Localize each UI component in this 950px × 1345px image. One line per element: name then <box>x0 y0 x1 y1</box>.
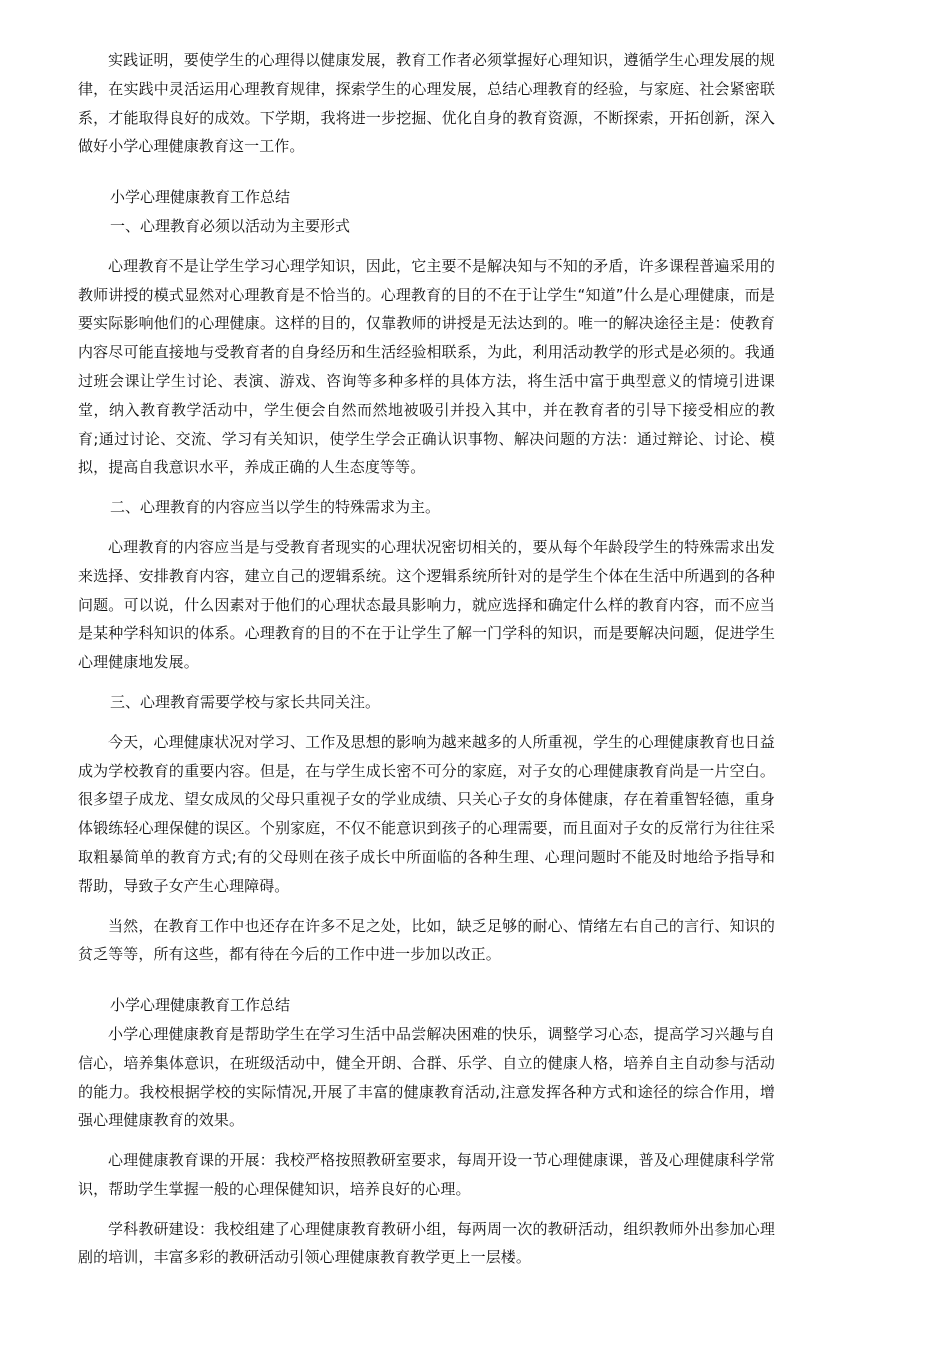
section-heading-1: 一、心理教育必须以活动为主要形式 <box>110 216 351 235</box>
section-1-paragraph-4: 当然，在教育工作中也还存在许多不足之处，比如，缺乏足够的耐心、情绪左右自己的言行、知识的贫乏等等，所有这些，都有待在今后的工作中进一步加以改正。 <box>78 916 775 964</box>
section-1-paragraph-2: 心理教育的内容应当是与受教育者现实的心理状况密切相关的，要从每个年龄段学生的特殊需求出发来选择、安排教育内容，建立自己的逻辑系统。这个逻辑系统所针对的是学生个体在生活中所遇到的各种问题。可以说，什么因素对于他们的心理状态最具影响力，就应选择和确定什么样的教育内容，而不应当是某种学科知识的体系。心理教育的目的不在于让学生了解一门学科的知识，而是要解决问题，促进学生心理健康地发展。 <box>78 537 775 672</box>
section-1-paragraph-1: 心理教育不是让学生学习心理学知识，因此，它主要不是解决知与不知的矛盾，许多课程普遍采用的教师讲授的模式显然对心理教育是不恰当的。心理教育的目的不在于让学生“知道”什么是心理健康，而是要实际影响他们的心理健康。这样的目的，仅靠教师的讲授是无法达到的。唯一的解决途径主是：使教育内容尽可能直接地与受教育者的自身经历和生活经验相联系，为此，利用活动教学的形式是必须的。我通过班会课让学生讨论、表演、游戏、咨询等多种多样的具体方法，将生活中富于典型意义的情境引进课堂，纳入教育教学活动中，学生便会自然而然地被吸引并投入其中，并在教育者的引导下接受相应的教育;通过讨论、交流、学习有关知识，使学生学会正确认识事物、解决问题的方法：通过辩论、讨论、模拟，提高自我意识水平，养成正确的人生态度等等。 <box>78 256 775 477</box>
section-heading-2: 二、心理教育的内容应当以学生的特殊需求为主。 <box>110 498 441 517</box>
section-title-1: 小学心理健康教育工作总结 <box>110 188 291 207</box>
intro-paragraph: 实践证明，要使学生的心理得以健康发展，教育工作者必须掌握好心理知识，遵循学生心理发展的规律，在实践中灵活运用心理教育规律，探索学生的心理发展，总结心理教育的经验，与家庭、社会紧密联系，才能取得良好的成效。下学期，我将进一步挖掘、优化自身的教育资源，不断探索，开拓创新，深入做好小学心理健康教育这一工作。 <box>78 51 775 156</box>
section-2-paragraph-2: 心理健康教育课的开展：我校严格按照教研室要求，每周开设一节心理健康课，普及心理健康科学常识，帮助学生掌握一般的心理保健知识，培养良好的心理。 <box>78 1151 775 1198</box>
section-title-2: 小学心理健康教育工作总结 <box>110 996 291 1015</box>
section-2-paragraph-3: 学科教研建设：我校组建了心理健康教育教研小组，每两周一次的教研活动，组织教师外出参加心理剧的培训，丰富多彩的教研活动引领心理健康教育教学更上一层楼。 <box>78 1219 775 1267</box>
section-1-paragraph-3: 今天，心理健康状况对学习、工作及思想的影响为越来越多的人所重视，学生的心理健康教育也日益成为学校教育的重要内容。但是，在与学生成长密不可分的家庭，对子女的心理健康教育尚是一片空白。很多望子成龙、望女成凤的父母只重视子女的学业成绩、只关心子女的身体健康，存在着重智轻德，重身体锻练轻心理保健的误区。个别家庭，不仅不能意识到孩子的心理需要，而且面对子女的反常行为往往采取粗暴简单的教育方式;有的父母则在孩子成长中所面临的各种生理、心理问题时不能及时地给予指导和帮助，导致子女产生心理障碍。 <box>78 732 775 895</box>
section-heading-3: 三、心理教育需要学校与家长共同关注。 <box>110 692 381 711</box>
document-page <box>78 46 775 1272</box>
section-2-paragraph-1: 小学心理健康教育是帮助学生在学习生活中品尝解决困难的快乐，调整学习心态，提高学习兴趣与自信心，培养集体意识，在班级活动中，健全开朗、合群、乐学、自立的健康人格，培养自主自动参与活动的能力。我校根据学校的实际情况,开展了丰富的健康教育活动,注意发挥各种方式和途径的综合作用，增强心理健康教育的效果。 <box>78 1024 775 1130</box>
